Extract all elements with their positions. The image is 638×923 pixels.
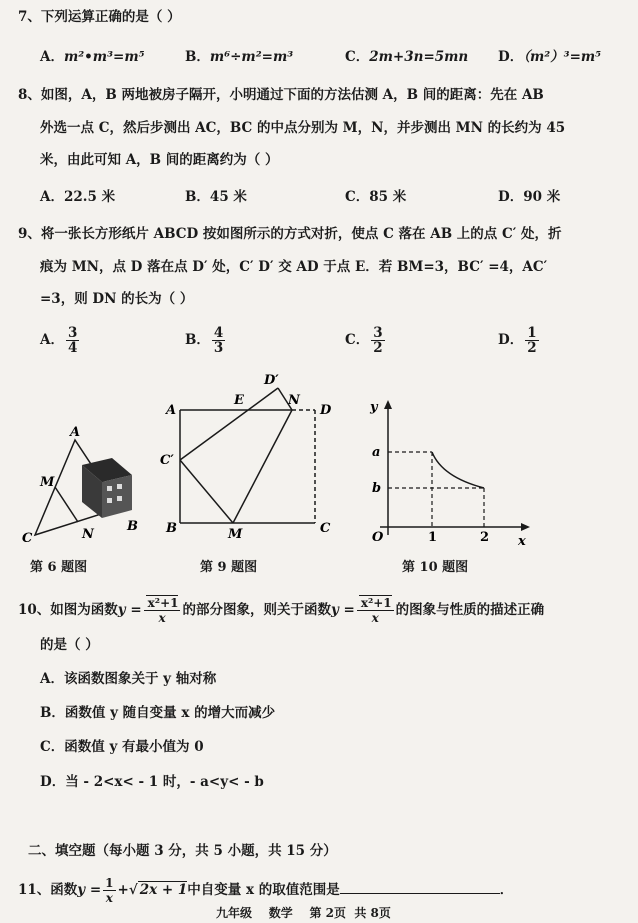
q8-option-d: D．90 米 (498, 189, 561, 205)
label-d: D (320, 403, 332, 418)
q11-stem: 11、函数y = $\frac{1}{x}$ +√ 2x + 1中自变量 x 的取值范围是 ． (18, 876, 514, 905)
q10-option-c: C．函数值 y 有最小值为 0 (40, 739, 204, 755)
label-m: M (228, 527, 243, 540)
q9-option-d: D． $\frac{1}{2}$ (498, 325, 537, 356)
label-b: B (166, 521, 177, 536)
tick-2: 2 (480, 530, 490, 545)
q8-line-2: 外选一点 C，然后步测出 AC，BC 的中点分别为 M，N，并步测出 MN 的长约为 45 (40, 120, 566, 136)
x-axis-arrow (521, 523, 530, 531)
q7-option-c: C．2m+3n=5mn (345, 49, 469, 65)
figure-10-caption: 第 10 题图 (402, 560, 469, 575)
q9-option-a: A． $\frac{3}{4}$ (40, 325, 78, 356)
q8-option-a: A．22.5 米 (40, 189, 116, 205)
q7-stem: 7、下列运算正确的是（ ） (18, 9, 181, 25)
q9-option-b: B． $\frac{4}{3}$ (185, 325, 224, 356)
q10-option-d: D．当 - 2<x< - 1 时，- a<y< - b (40, 774, 264, 790)
label-c-prime: C′ (160, 453, 174, 468)
q7-option-a: A．m²•m³=m⁵ (40, 49, 145, 65)
label-n: N (82, 527, 94, 542)
label-c: C (22, 531, 33, 545)
q9-line-3: =3，则 DN 的长为（ ） (40, 291, 194, 307)
q7-option-b: B．m⁶÷m²=m³ (185, 49, 294, 65)
footer: 九年级 数学 第 2页 共 8页 (216, 906, 391, 920)
q9-option-c: C． $\frac{3}{2}$ (345, 325, 383, 356)
function-curve (432, 452, 484, 488)
q10-option-b: B．函数值 y 随自变量 x 的增大而减少 (40, 705, 276, 721)
label-a: A (70, 425, 81, 440)
figure-9 (160, 370, 350, 540)
q10-line-2: 的是（ ） (40, 637, 99, 653)
figure-10 (360, 395, 540, 545)
label-c: C (320, 521, 331, 536)
q9-line-1: 9、将一张长方形纸片 ABCD 按如图所示的方式对折，使点 C 落在 AB 上的点 C′ 处，折 (18, 226, 562, 242)
label-a-value: a (372, 445, 381, 460)
label-b-value: b (372, 481, 382, 496)
label-d-prime: D′ (264, 373, 279, 388)
q8-option-b: B．45 米 (185, 189, 247, 205)
q10-stem: 10、如图为函数y = $\frac{\text{x²+1}}{x}$ 的部分图象，则关于函数y = $\frac{\text{x²+1}}{x}$ 的图象与性质的描述正确 (18, 596, 545, 625)
section-2-title: 二、填空题（每小题 3 分，共 5 小题，共 15 分） (28, 843, 337, 859)
segment-cprime-dprime (180, 388, 278, 460)
q8-line-3: 米，由此可知 A，B 间的距离约为（ ） (40, 152, 279, 168)
q9-line-2: 痕为 MN，点 D 落在点 D′ 处，C′ D′ 交 AD 于点 E．若 BM=3，BC′ =4，AC′ (40, 259, 548, 275)
answer-blank[interactable] (340, 879, 500, 894)
label-origin: O (372, 530, 384, 545)
q8-line-1: 8、如图，A，B 两地被房子隔开，小明通过下面的方法估测 A，B 间的距离：先在 AB (18, 87, 544, 103)
label-m: M (40, 475, 55, 490)
label-b: B (127, 519, 138, 534)
label-n: N (288, 393, 300, 408)
label-x: x (518, 534, 526, 545)
y-axis-arrow (384, 400, 392, 409)
q7-option-d: D．（m²）³=m⁵ (498, 49, 602, 65)
segment-mn-fold (233, 410, 292, 523)
label-e: E (234, 393, 244, 408)
figure-6-caption: 第 6 题图 (30, 560, 88, 575)
q10-option-a: A．该函数图象关于 y 轴对称 (40, 671, 217, 687)
house-icon (82, 458, 132, 518)
figure-6 (20, 420, 155, 545)
tick-1: 1 (428, 530, 438, 545)
segment-cprime-m (180, 460, 233, 523)
q8-option-c: C．85 米 (345, 189, 407, 205)
label-y: y (370, 400, 378, 415)
segment-mn (55, 487, 78, 522)
label-a: A (166, 403, 177, 418)
figure-9-caption: 第 9 题图 (200, 560, 258, 575)
